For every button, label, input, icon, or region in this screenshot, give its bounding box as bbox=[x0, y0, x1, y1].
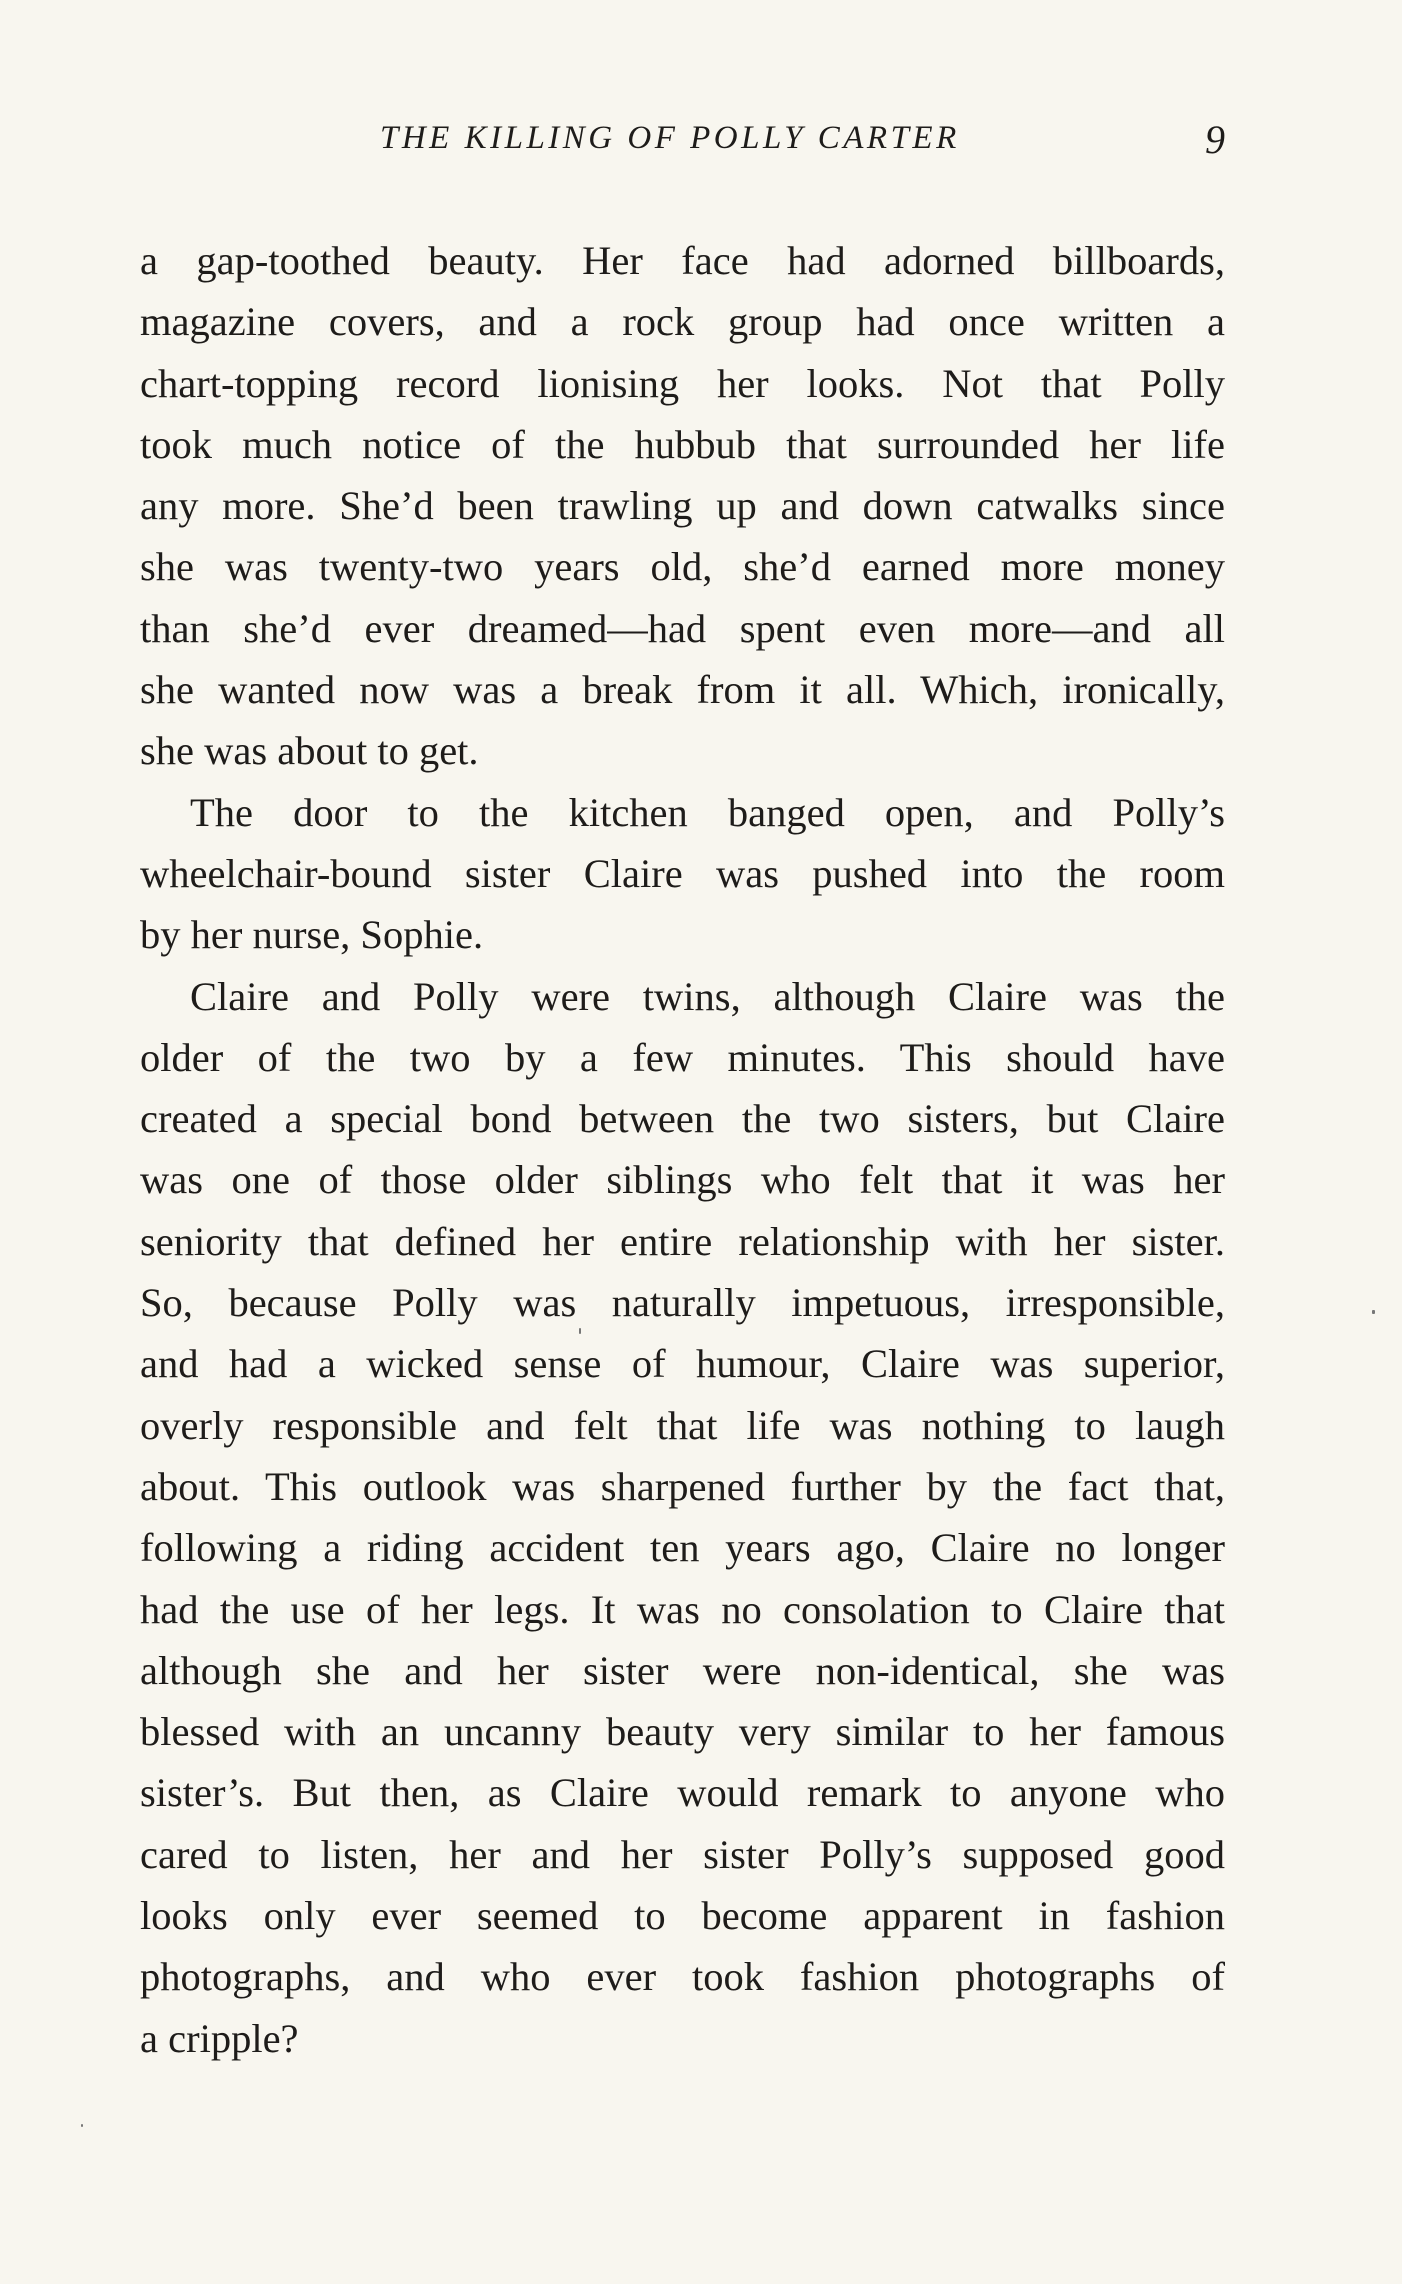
text-line: overly responsible and felt that life was nothing to laugh bbox=[140, 1402, 1225, 1448]
paragraph bbox=[140, 230, 1225, 782]
text-line: Claire and Polly were twins, although Claire was the bbox=[190, 973, 1225, 1019]
text-line: The door to the kitchen banged open, and Polly’s bbox=[190, 789, 1225, 835]
text-line: took much notice of the hubbub that surrounded her life bbox=[140, 421, 1225, 467]
page-number: 9 bbox=[1205, 117, 1225, 162]
text-line: cared to listen, her and her sister Polly’s supposed good bbox=[140, 1831, 1225, 1877]
text-line: she wanted now was a break from it all. Which, ironically, bbox=[140, 667, 1225, 713]
scan-speck bbox=[1372, 1310, 1375, 1314]
scan-speck bbox=[579, 1328, 581, 1334]
text-line: following a riding accident ten years ago, Claire no longer bbox=[140, 1525, 1225, 1571]
text-line: a cripple? bbox=[140, 2015, 299, 2061]
text-line: wheelchair-bound sister Claire was pushed into the room bbox=[140, 850, 1225, 896]
text-line: about. This outlook was sharpened further by the fact that, bbox=[140, 1463, 1225, 1509]
text-line: than she’d ever dreamed—had spent even more—and all bbox=[140, 605, 1225, 651]
text-line: So, because Polly was naturally impetuous, irresponsible, bbox=[140, 1280, 1225, 1326]
text-line: blessed with an uncanny beauty very similar to her famous bbox=[140, 1709, 1225, 1755]
text-line: magazine covers, and a rock group had once written a bbox=[140, 299, 1225, 345]
body-text bbox=[140, 230, 1225, 2069]
text-line: by her nurse, Sophie. bbox=[140, 912, 484, 958]
running-head bbox=[140, 117, 1225, 170]
text-line: looks only ever seemed to become apparent in fashion bbox=[140, 1893, 1225, 1939]
text-line: sister’s. But then, as Claire would remark to anyone who bbox=[140, 1770, 1225, 1816]
text-line: photographs, and who ever took fashion photographs of bbox=[140, 1954, 1225, 2000]
text-line: had the use of her legs. It was no consolation to Claire that bbox=[140, 1586, 1225, 1632]
text-line: a gap-toothed beauty. Her face had adorned billboards, bbox=[140, 238, 1225, 283]
text-line: and had a wicked sense of humour, Claire was superior, bbox=[140, 1341, 1225, 1387]
text-line: created a special bond between the two sisters, but Claire bbox=[140, 1096, 1225, 1142]
text-line: seniority that defined her entire relationship with her sister. bbox=[140, 1218, 1225, 1264]
text-line: older of the two by a few minutes. This should have bbox=[140, 1034, 1225, 1080]
scan-speck bbox=[81, 2124, 83, 2127]
running-title: THE KILLING OF POLLY CARTER bbox=[380, 120, 960, 156]
text-line: although she and her sister were non-identical, she was bbox=[140, 1647, 1225, 1693]
paragraph bbox=[140, 782, 1225, 966]
text-line: chart-topping record lionising her looks. Not that Polly bbox=[140, 360, 1225, 406]
text-line: was one of those older siblings who felt that it was her bbox=[140, 1157, 1225, 1203]
text-line: she was about to get. bbox=[140, 728, 479, 774]
text-line: any more. She’d been trawling up and down catwalks since bbox=[140, 483, 1225, 529]
paragraph bbox=[140, 966, 1225, 2069]
text-line: she was twenty-two years old, she’d earned more money bbox=[140, 544, 1225, 590]
